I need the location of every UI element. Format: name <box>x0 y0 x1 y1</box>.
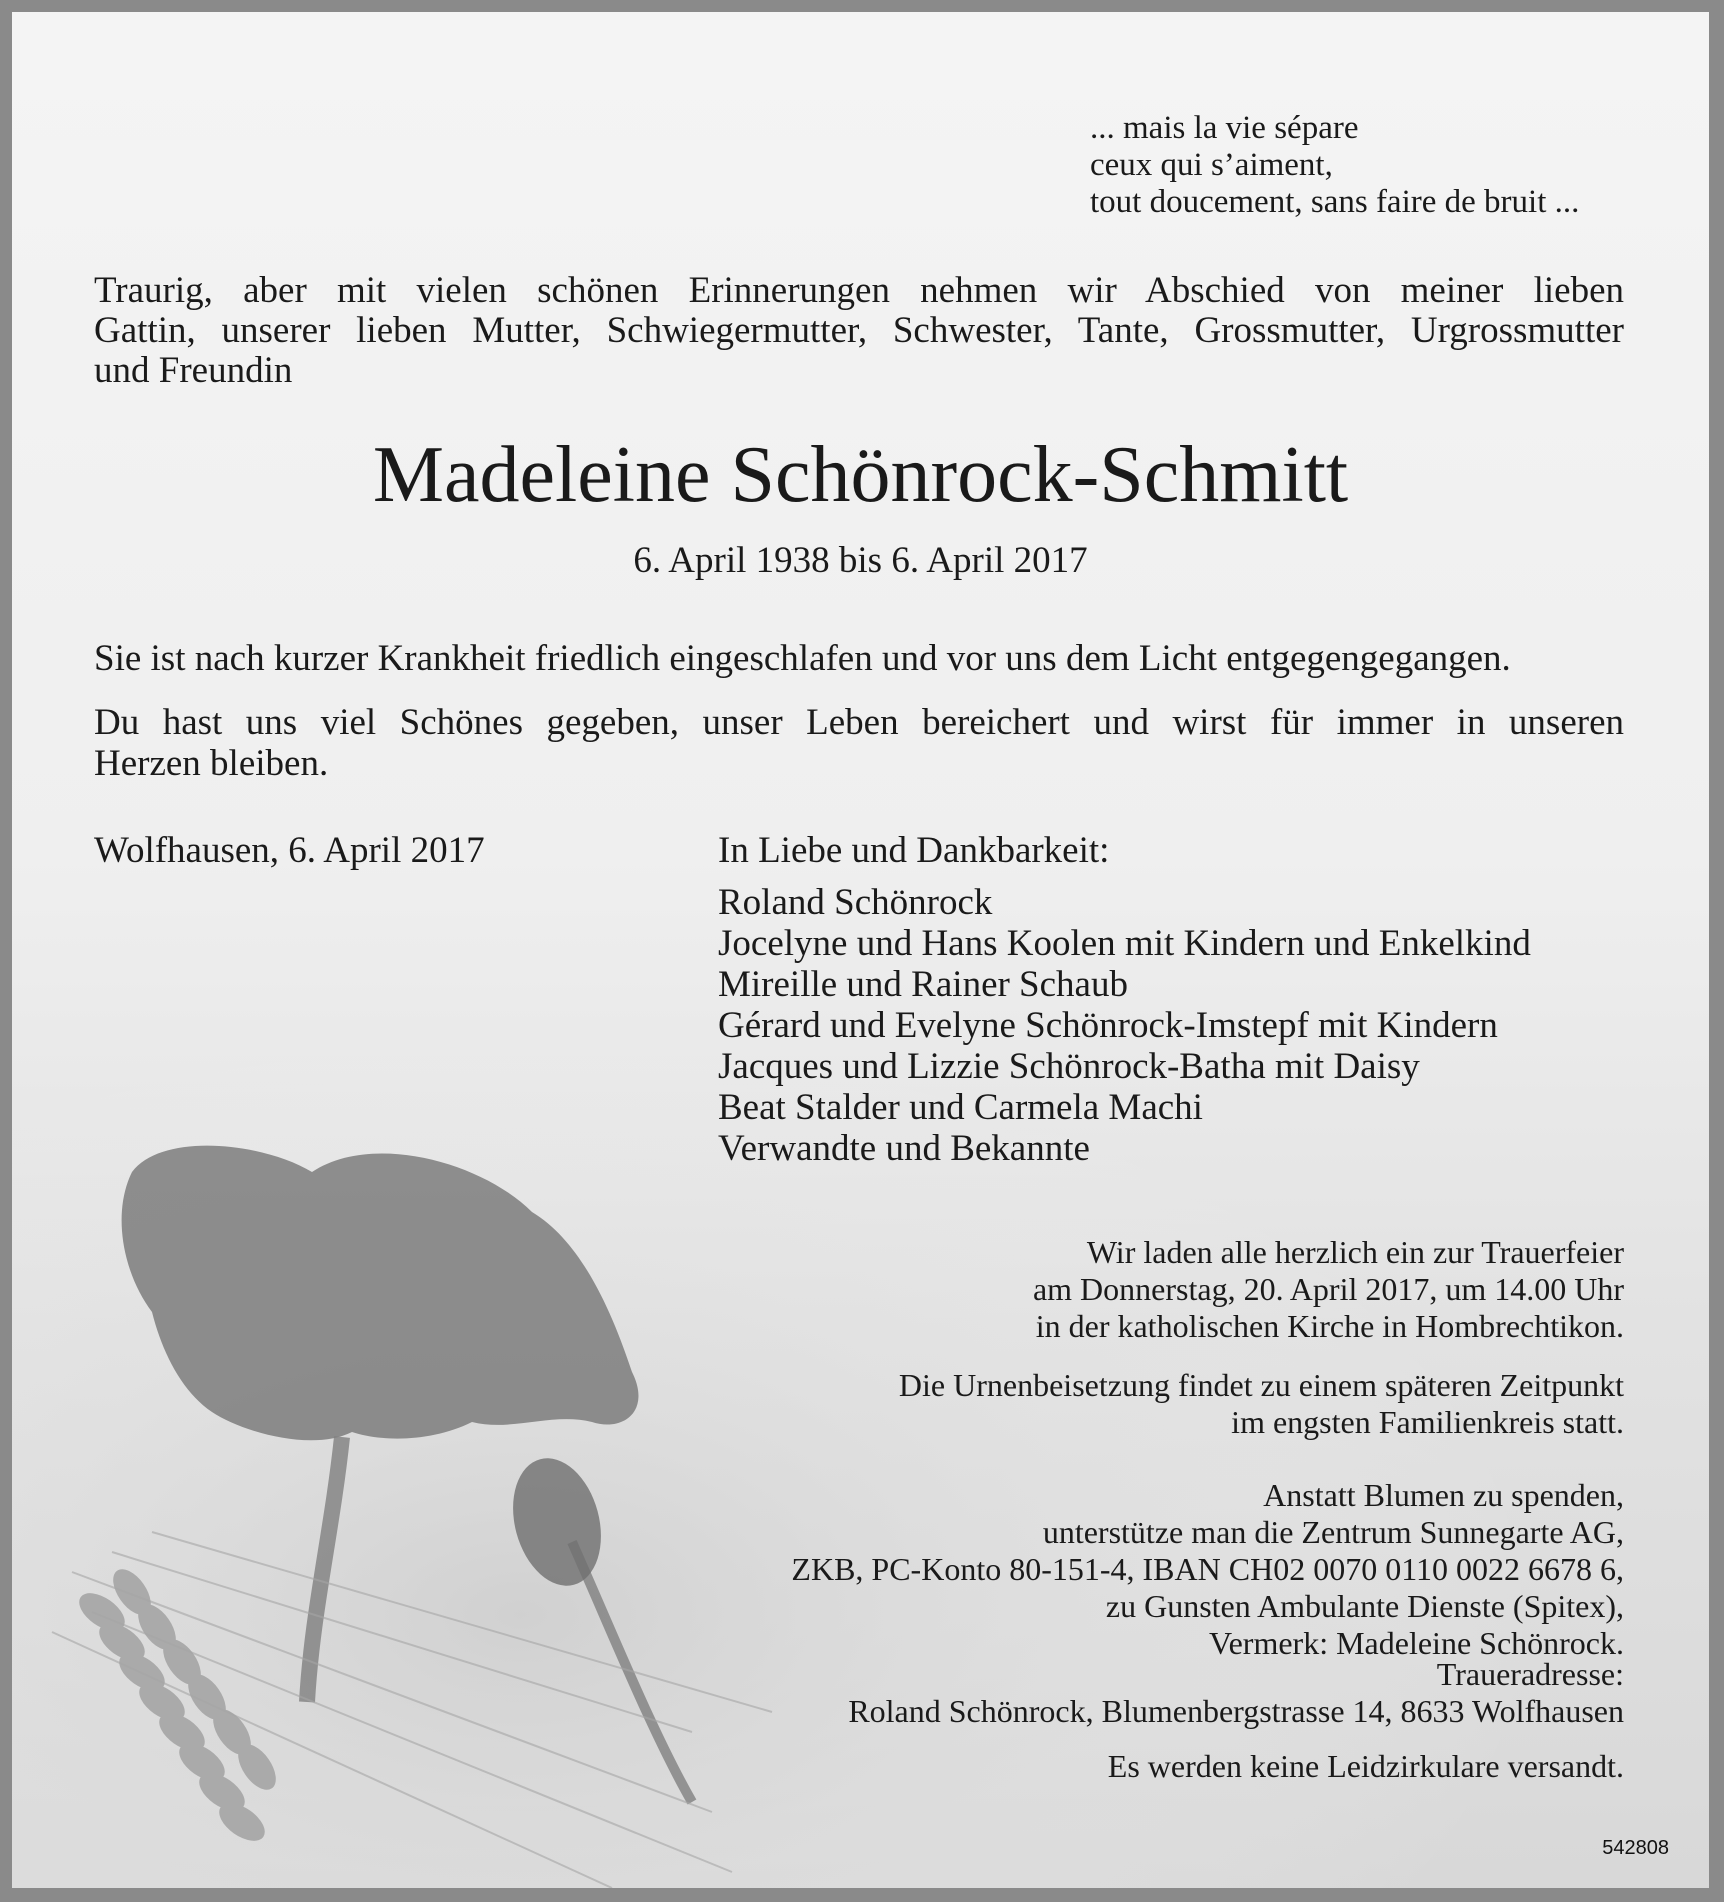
burial-info <box>624 1367 1624 1441</box>
mourners-list <box>718 882 1638 1169</box>
mourner-name: Jacques und Lizzie Schönrock-Batha mit Daisy <box>718 1046 1420 1087</box>
address-label: Traueradresse: <box>1436 1656 1624 1692</box>
burial-line: im engsten Familienkreis statt. <box>1231 1404 1624 1440</box>
mourner-name: Beat Stalder und Carmela Machi <box>718 1087 1203 1128</box>
donation-line: ZKB, PC-Konto 80-151-4, IBAN CH02 0070 0110 0022 6678 6, <box>791 1551 1624 1587</box>
tribute-line: Herzen bleiben. <box>94 743 329 784</box>
intro-paragraph <box>94 271 1624 391</box>
ceremony-line: am Donnerstag, 20. April 2017, um 14.00 Uhr <box>1032 1271 1624 1307</box>
reference-number: 542808 <box>1602 1837 1669 1859</box>
paragraph-passing: Sie ist nach kurzer Krankheit friedlich eingeschlafen und vor uns dem Licht entgegengegangen. <box>94 638 1511 679</box>
intro-line: und Freundin <box>94 350 293 391</box>
ceremony-line: Wir laden alle herzlich ein zur Trauerfeier <box>1086 1234 1624 1270</box>
ceremony-line: in der katholischen Kirche in Hombrechtikon. <box>1035 1308 1624 1344</box>
donation-line: unterstütze man die Zentrum Sunnegarte AG, <box>1042 1514 1624 1550</box>
no-circulars-notice: Es werden keine Leidzirkulare versandt. <box>1107 1748 1624 1784</box>
place-and-date: Wolfhausen, 6. April 2017 <box>94 830 485 871</box>
mourner-name: Jocelyne und Hans Koolen mit Kindern und Enkelkind <box>718 923 1531 964</box>
life-dates: 6. April 1938 bis 6. April 2017 <box>633 540 1088 581</box>
intro-line: Traurig, aber mit vielen schönen Erinnerungen nehmen wir Abschied von meiner lieben <box>94 270 1624 311</box>
intro-line: Gattin, unserer lieben Mutter, Schwiegermutter, Schwester, Tante, Grossmutter, Urgrossmutter <box>94 310 1624 351</box>
mourners-heading: In Liebe und Dankbarkeit: <box>718 830 1110 871</box>
mourner-name: Gérard und Evelyne Schönrock-Imstepf mit Kindern <box>718 1005 1498 1046</box>
donation-line: zu Gunsten Ambulante Dienste (Spitex), <box>1105 1588 1624 1624</box>
tribute-line: Du hast uns viel Schönes gegeben, unser Leben bereichert und wirst für immer in unseren <box>94 702 1624 743</box>
donation-info <box>624 1477 1624 1662</box>
donation-line: Vermerk: Madeleine Schönrock. <box>1209 1625 1624 1661</box>
ceremony-info <box>624 1234 1624 1345</box>
mourner-name: Roland Schönrock <box>718 882 993 923</box>
burial-line: Die Urnenbeisetzung findet zu einem späteren Zeitpunkt <box>898 1367 1624 1403</box>
quote-line: ... mais la vie sépare <box>1090 110 1359 146</box>
donation-line: Anstatt Blumen zu spenden, <box>1263 1477 1624 1513</box>
mourning-address <box>624 1656 1624 1730</box>
epigraph-quote <box>1090 110 1650 221</box>
deceased-name: Madeleine Schönrock-Schmitt <box>372 431 1349 519</box>
mourner-name: Mireille und Rainer Schaub <box>718 964 1128 1005</box>
quote-line: ceux qui s’aiment, <box>1090 147 1333 183</box>
obituary-notice <box>12 12 1709 1888</box>
address-value: Roland Schönrock, Blumenbergstrasse 14, 8633 Wolfhausen <box>848 1693 1624 1729</box>
paragraph-tribute <box>94 702 1624 784</box>
mourner-name: Verwandte und Bekannte <box>718 1128 1090 1169</box>
quote-line: tout doucement, sans faire de bruit ... <box>1090 184 1580 220</box>
